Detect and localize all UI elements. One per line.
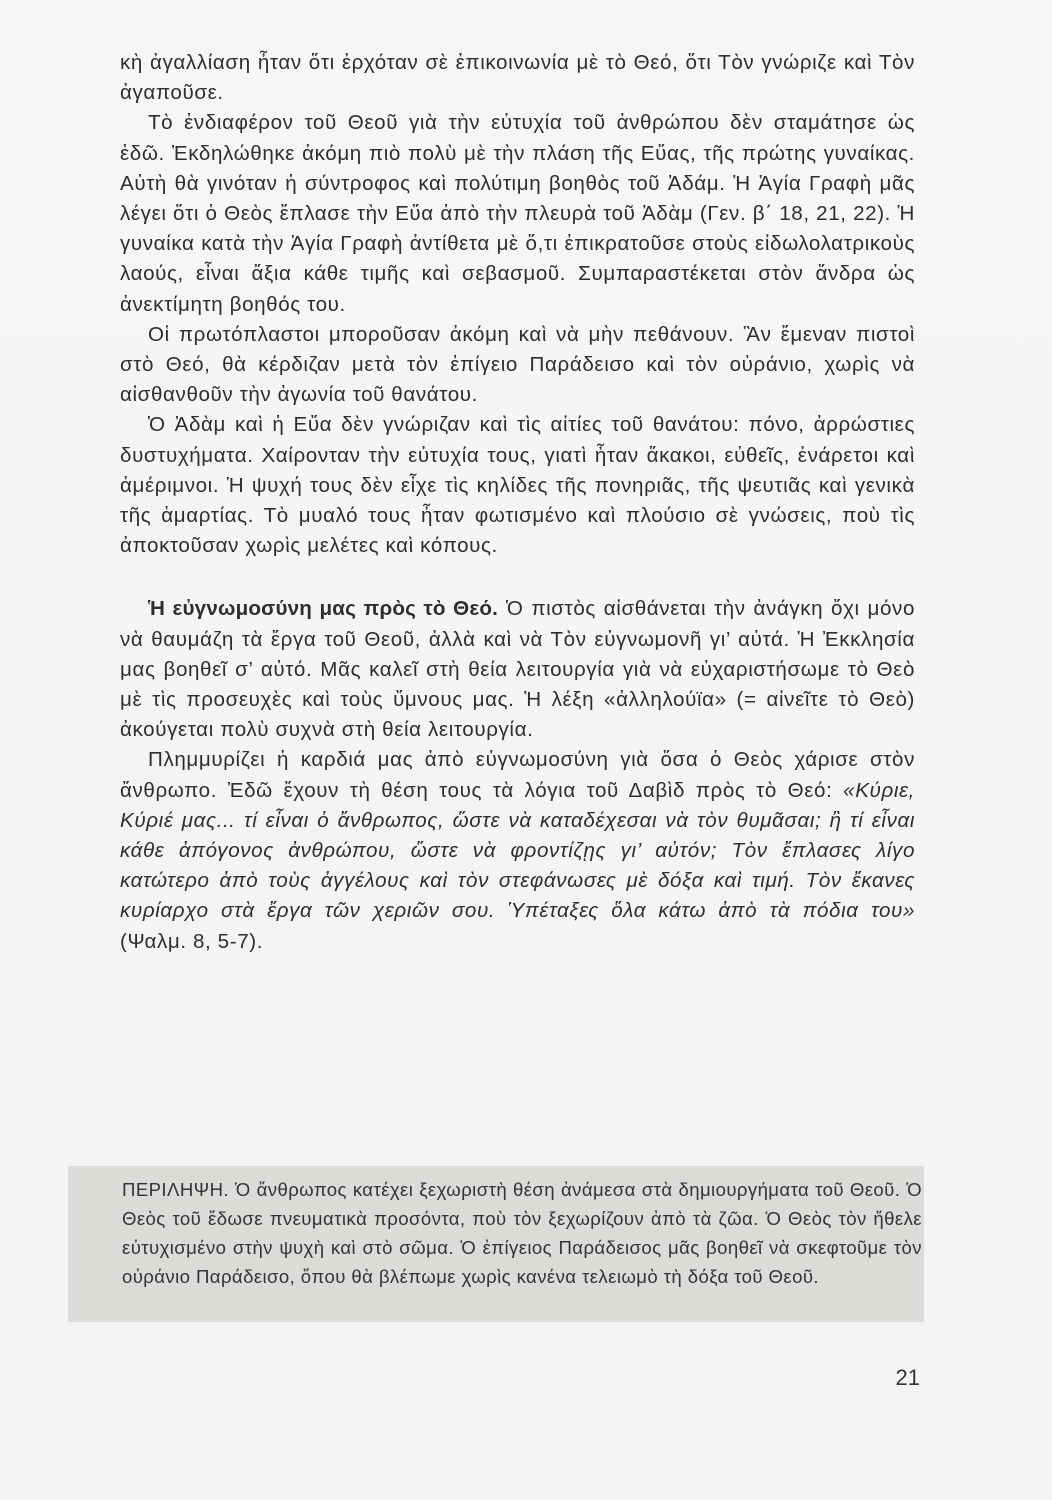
paragraph-6 [120, 745, 915, 956]
paragraph-6-text: Πλημμυρίζει ἡ καρδιά μας ἀπὸ εὐγνωμοσύνη γιὰ ὅσα ὁ Θεὸς χάρισε στὸν ἄνθρωπο. Ἐδῶ ἔχουν τὴ θέση τους τὰ λόγια τοῦ Δαβὶδ πρὸς τὸ Θεό: [120, 748, 915, 802]
paragraph-4: Ὁ Ἀδὰμ καὶ ἡ Εὔα δὲν γνώριζαν καὶ τὶς αἰτίες τοῦ θανάτου: πόνο, ἀρρώστιες δυστυχήματα. Χαίρονταν τὴν εὐτυχία τους, γιατὶ ἦταν ἄκακοι, εὐθεῖς, ἐνάρετοι καὶ ἀμέριμνοι. Ἡ ψυχή τους δὲν εἶχε τὶς κηλίδες τῆς πονηριᾶς, τῆς ψευτιᾶς καὶ γενικὰ τῆς ἁμαρτίας. Τὸ μυαλό τους ἦταν φωτισμένο καὶ πλούσιο σὲ γνώσεις, ποὺ τὶς ἀποκτοῦσαν χωρὶς μελέτες καὶ κόπους. [120, 413, 915, 558]
paragraph-5 [120, 594, 915, 745]
section-gap [120, 561, 915, 594]
paragraph-5-text: Ὁ πιστὸς αἰσθάνεται τὴν ἀνάγκη ὄχι μόνο νὰ θαυμάζη τὰ ἔργα τοῦ Θεοῦ, ἀλλὰ καὶ νὰ Τὸν εὐγνωμονῆ γι’ αὐτά. Ἡ Ἐκκλησία μας βοηθεῖ σ’ αὐτό. Μᾶς καλεῖ στὴ θεία λειτουργία γιὰ νὰ εὐχαριστήσωμε τὸ Θεὸ μὲ τὶς προσευχὲς καὶ τοὺς ὕμνους μας. Ἡ λέξη «ἀλληλούϊα» (= αἰνεῖτε τὸ Θεὸ) ἀκούγεται πολὺ συχνὰ στὴ θεία λειτουργία. [120, 597, 915, 742]
page-number: 21 [895, 1365, 920, 1390]
psalm-quote: «Κύριε, Κύριέ μας... τί εἶναι ὁ ἄνθρωπος, ὥστε νὰ καταδέχεσαι νὰ τὸν θυμᾶσαι; ἢ τί εἶναι κάθε ἀπόγονος ἀνθρώπου, ὥστε νὰ φροντίζῃς γι’ αὐτόν; Τὸν ἔπλασες λίγο κατώτερο ἀπὸ τοὺς ἀγγέλους καὶ τὸν στεφάνωσες μὲ δόξα καὶ τιμή. Τὸν ἔκανες κυρίαρχο στὰ ἔργα τῶν χεριῶν σου. Ὑπέταξες ὅλα κάτω ἀπὸ τὰ πόδια του» [120, 778, 915, 923]
paragraph-1: κὴ ἀγαλλίαση ἦταν ὅτι ἐρχόταν σὲ ἐπικοινωνία μὲ τὸ Θεό, ὅτι Τὸν γνώριζε καὶ Τὸν ἀγαποῦσε. [120, 51, 915, 105]
main-text [120, 48, 915, 957]
summary [122, 1175, 922, 1291]
paragraph-3: Οἱ πρωτόπλαστοι μποροῦσαν ἀκόμη καὶ νὰ μὴν πεθάνουν. Ἂν ἔμεναν πιστοὶ στὸ Θεό, θὰ κέρδιζαν μετὰ τὸν ἐπίγειο Παράδεισο καὶ τὸν οὐράνιο, χωρὶς νὰ αἰσθανθοῦν τὴν ἀγωνία τοῦ θανάτου. [120, 322, 915, 407]
psalm-reference: (Ψαλμ. 8, 5-7). [120, 929, 264, 953]
summary-text: ΠΕΡΙΛΗΨΗ. Ὁ ἄνθρωπος κατέχει ξεχωριστὴ θέση ἀνάμεσα στὰ δημιουργήματα τοῦ Θεοῦ. Ὁ Θεὸς τοῦ ἔδωσε πνευματικὰ προσόντα, ποὺ τὸν ξεχωρίζουν ἀπὸ τὰ ζῶα. Ὁ Θεὸς τὸν ἤθελε εὐτυχισμένο στὴν ψυχὴ καὶ στὸ σῶμα. Ὁ ἐπίγειος Παράδεισος μᾶς βοηθεῖ νὰ σκεφτοῦμε τὸν οὐράνιο Παράδεισο, ὅπου θὰ βλέπωμε χωρὶς κανένα τελειωμὸ τὴ δόξα τοῦ Θεοῦ. [122, 1179, 922, 1287]
section-heading: Ἡ εὐγνωμοσύνη μας πρὸς τὸ Θεό. [148, 597, 499, 621]
paragraph-2: Τὸ ἐνδιαφέρον τοῦ Θεοῦ γιὰ τὴν εὐτυχία τοῦ ἀνθρώπου δὲν σταμάτησε ὡς ἐδῶ. Ἐκδηλώθηκε ἀκόμη πιὸ πολὺ μὲ τὴν πλάση τῆς Εὔας, τῆς πρώτης γυναίκας. Αὐτὴ θὰ γινόταν ἡ σύντροφος καὶ πολύτιμη βοηθὸς τοῦ Ἀδάμ. Ἡ Ἁγία Γραφὴ μᾶς λέγει ὅτι ὁ Θεὸς ἔπλασε τὴν Εὔα ἀπὸ τὴν πλευρὰ τοῦ Ἀδὰμ (Γεν. β΄ 18, 21, 22). Ἡ γυναίκα κατὰ τὴν Ἁγία Γραφὴ ἀντίθετα μὲ ὅ,τι ἐπικρατοῦσε στοὺς εἰδωλολατρικοὺς λαούς, εἶναι ἄξια κάθε τιμῆς καὶ σεβασμοῦ. Συμπαραστέκεται στὸν ἄνδρα ὡς ἀνεκτίμητη βοηθός του. [120, 111, 915, 316]
